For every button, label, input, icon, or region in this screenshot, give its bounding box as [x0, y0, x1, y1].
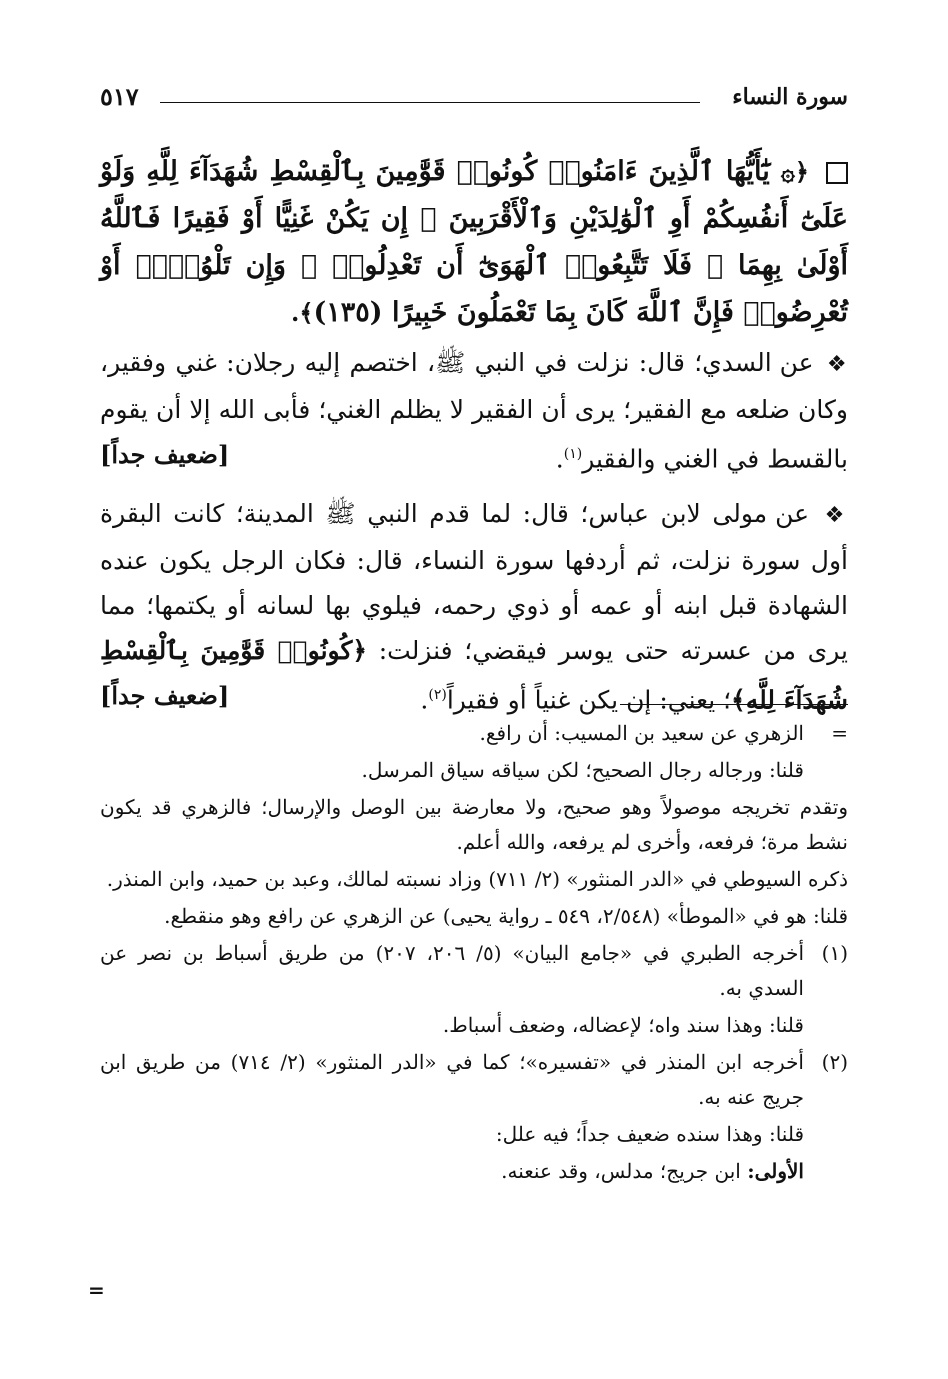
footnote-line [100, 753, 848, 788]
grade-label: [ضعيف جداً] [100, 440, 230, 469]
surah-title: سورة النساء [732, 84, 848, 110]
footnote-line [100, 899, 848, 934]
footnote-text: قلنا: وهذا سند واه؛ لإعضاله، وضعف أسباط. [442, 1013, 804, 1037]
footnote-line [100, 1045, 848, 1115]
footnote-marker: = [831, 721, 848, 745]
footnote-label: الأولى: [747, 1159, 804, 1183]
footnote-text: ابن جريج؛ مدلس، وقد عنعنه. [501, 1159, 741, 1183]
narration-text-after: ؛ يعني: إن يكن غنياً أو فقيراً [446, 685, 732, 715]
main-text [100, 148, 848, 723]
verse-open-mark: ﴿۞ [780, 157, 809, 186]
footnote-line [100, 1008, 848, 1043]
quran-verse [100, 148, 848, 336]
footnote-text: الزهري عن سعيد بن المسيب: أن رافع. [479, 721, 804, 745]
narration-1: ❖ عن السدي؛ قال: نزلت في النبي ﷺ، اختصم إليه رجلان: غني وفقير، وكان ضلعه مع الفقير؛ يرى أن الفقير لا يظلم الغني؛ فأبى الله إلا أن يقوم بالقسط في الغني والفقير$^{(١)}$. [ضعيف جداً] [100, 340, 848, 481]
footnote-text: وتقدم تخريجه موصولاً وهو صحيح، ولا معارضة بين الوصل والإرسال؛ فالزهري قد يكون نشط مرة؛ فرفعه، وأخرى لم يرفعه، والله أعلم. [100, 795, 848, 854]
footnote-text: أخرجه الطبري في «جامع البيان» (٥/ ٢٠٦، ٢٠٧) من طريق أسباط بن نصر عن السدي به. [100, 941, 805, 1000]
footnote-line [100, 790, 848, 860]
bullet-star-icon: ❖ [826, 352, 848, 377]
narration-text: عن السدي؛ قال: نزلت في النبي ﷺ، اختصم إليه رجلان: غني وفقير، وكان ضلعه مع الفقير؛ يرى أن الفقير لا يظلم الغني؛ فأبى الله إلا أن يقوم بالقسط في الغني والفقير [100, 348, 848, 474]
footnote-line [100, 1117, 848, 1152]
footnote-rule [620, 704, 848, 705]
verse-text: يَٰٓأَيُّهَا ٱلَّذِينَ ءَامَنُوا۟ كُونُوا۟ قَوَّٰمِينَ بِٱلْقِسْطِ شُهَدَآءَ لِلَّهِ وَلَوْ عَلَىٰٓ أَنفُسِكُمْ أَوِ ٱلْوَٰلِدَيْنِ وَٱلْأَقْرَبِينَ ۚ إِن يَكُنْ غَنِيًّا أَوْ فَقِيرًا فَٱللَّهُ أَوْلَىٰ بِهِمَا ۖ فَلَا تَتَّبِعُوا۟ ٱلْهَوَىٰٓ أَن تَعْدِلُوا۟ ۚ وَإِن تَلْوُۥٓا۟ أَوْ تُعْرِضُوا۟ فَإِنَّ ٱللَّهَ كَانَ بِمَا تَعْمَلُونَ خَبِيرًا [100, 156, 848, 328]
footnote-line [100, 716, 848, 751]
bullet-star-icon: ❖ [824, 503, 849, 529]
page-number: ٥١٧ [100, 82, 139, 111]
footnote-line [100, 936, 848, 1006]
verse-close-mark: ﴾. [291, 298, 314, 327]
footnote-text: قلنا: وهذا سنده ضعيف جداً؛ فيه علل: [495, 1122, 804, 1146]
footnote-marker: (٢) [821, 1050, 848, 1074]
page-header [100, 82, 848, 122]
footnote-text: أخرجه ابن المنذر في «تفسيره»؛ كما في «الدر المنثور» (٢/ ٧١٤) من طريق ابن جريج عنه به. [100, 1050, 804, 1109]
verse-number: (١٣٥) [313, 297, 383, 328]
footnote-marker: (١) [821, 941, 848, 965]
footnote-ref: (٢) [428, 687, 447, 704]
footnote-text: قلنا: ورجاله رجال الصحيح؛ لكن سياقه سياق المرسل. [361, 758, 804, 782]
square-bullet-icon [826, 162, 848, 184]
narration-2: ❖ عن مولى لابن عباس؛ قال: لما قدم النبي ﷺ المدينة؛ كانت البقرة أول سورة نزلت، ثم أردفها سورة النساء، قال: فكان الرجل يكون عنده الشهادة قبل ابنه أو عمه أو ذوي رحمه، فيلوي بها لسانه أو يكتمها؛ مما يرى من عسرته حتى يوسر فيقضي؛ فنزلت: ﴿كُونُوا۟ قَوَّٰمِينَ بِٱلْقِسْطِ شُهَدَآءَ لِلَّهِ﴾؛ يعني: إن يكن غنياً أو فقيراً$^{(٢)}$. [ضعيف جداً] [100, 491, 848, 722]
quran-quote: ﴿كُونُوا۟ قَوَّٰمِينَ بِٱلْقِسْطِ شُهَدَآءَ لِلَّهِ﴾ [100, 636, 848, 715]
footnote-text: قلنا: هو في «الموطأ» (٢/٥٤٨، ٥٤٩ ـ رواية يحيى) عن الزهري عن رافع وهو منقطع. [164, 904, 848, 928]
continuation-mark: = [88, 1278, 105, 1302]
footnote-line [100, 862, 848, 897]
footnote-line [100, 1154, 848, 1189]
footnote-ref: (١) [563, 446, 583, 462]
header-rule [160, 102, 700, 103]
narration-text: عن مولى لابن عباس؛ قال: لما قدم النبي ﷺ المدينة؛ كانت البقرة أول سورة نزلت، ثم أردفها سورة النساء، قال: فكان الرجل يكون عنده الشهادة قبل ابنه أو عمه أو ذوي رحمه، فيلوي بها لسانه أو يكتمها؛ مما يرى من عسرته حتى يوسر فيقضي؛ فنزلت: [100, 499, 848, 666]
footnotes [100, 716, 848, 1191]
grade-label: [ضعيف جداً] [100, 681, 230, 711]
footnote-text: ذكره السيوطي في «الدر المنثور» (٢/ ٧١١) وزاد نسبته لمالك، وعبد بن حميد، وابن المنذر. [106, 867, 848, 891]
